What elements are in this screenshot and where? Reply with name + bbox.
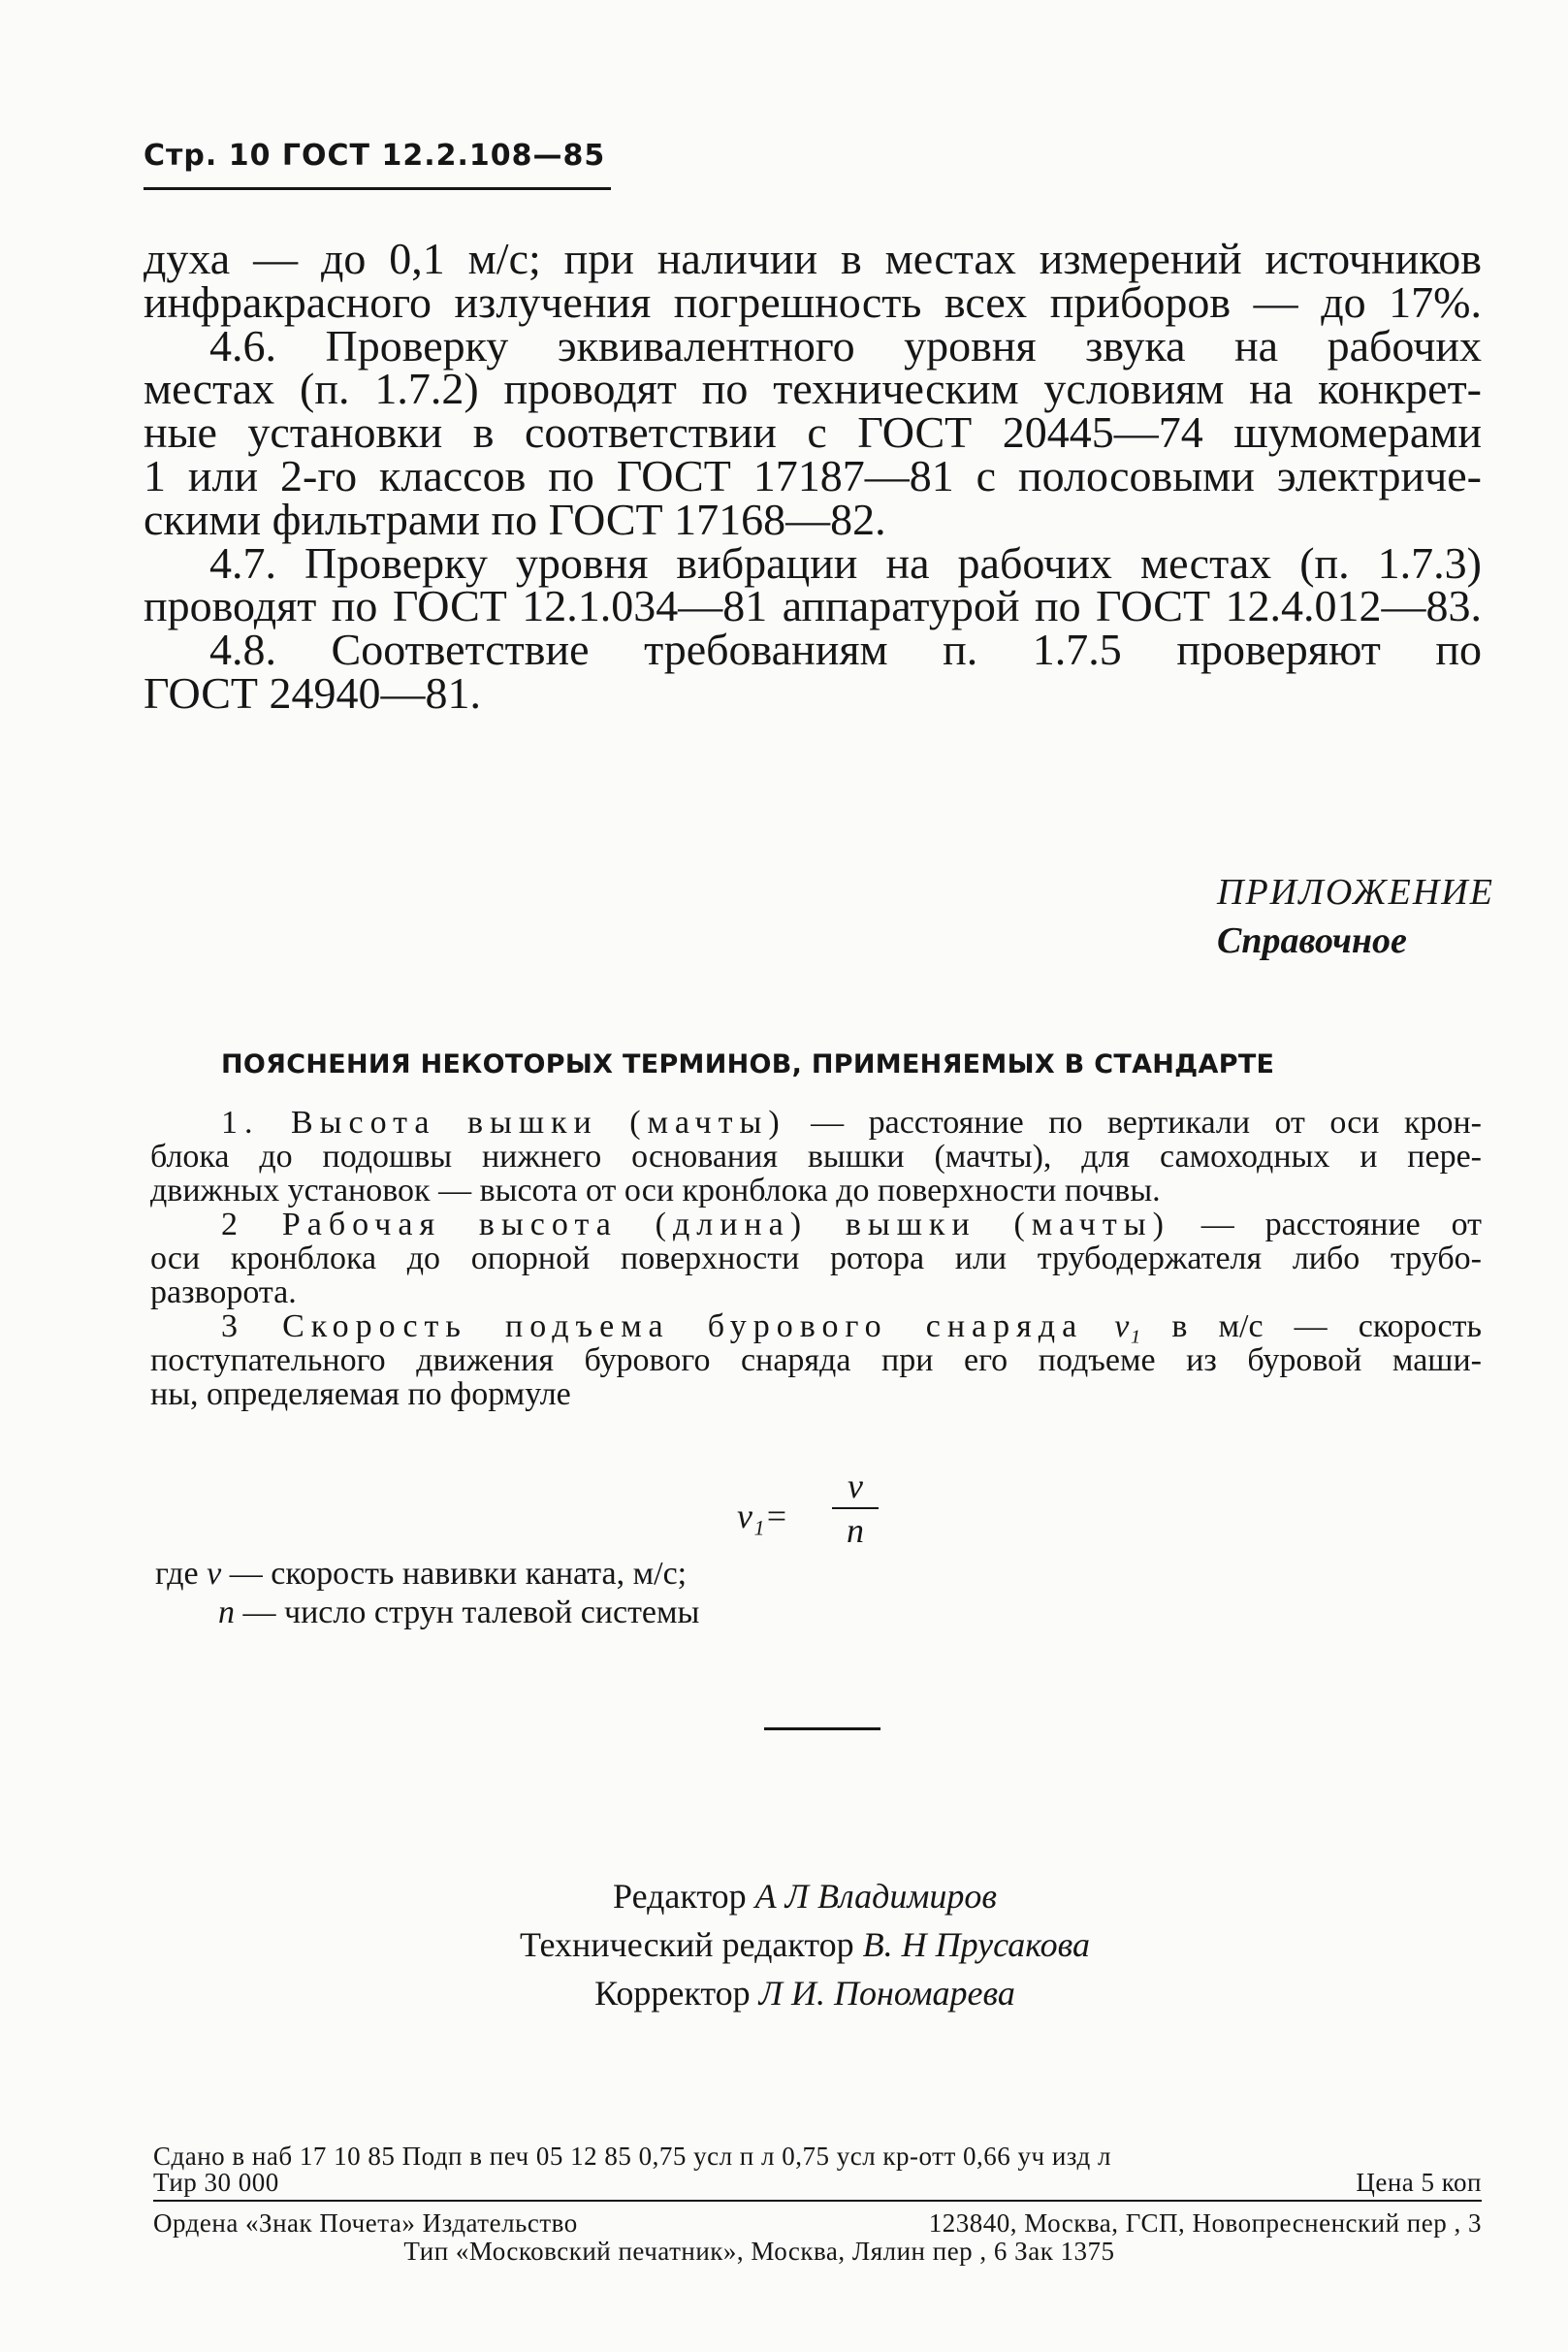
body-line: духа — до 0,1 м/с; при наличии в местах измерений источников: [144, 234, 1482, 283]
body-line: 4.8. Соответствие требованиям п. 1.7.5 проверяют по: [209, 625, 1482, 675]
imprint-line-1: Сдано в наб 17 10 85 Подп в печ 05 12 85 0,75 усл п л 0,75 усл кр-отт 0,66 уч изд л: [153, 2142, 1111, 2171]
term-1-line-2: блока до подошвы нижнего основания вышки (мачты), для самоходных и пере-: [150, 1139, 1482, 1175]
term-2-line-2: оси кронблока до опорной поверхности ротора или трубодержателя либо трубо-: [150, 1240, 1482, 1276]
credit-editor: Редактор А Л Владимиров: [613, 1877, 997, 1916]
imprint-line-2: Тир 30 000 Цена 5 коп: [153, 2168, 1482, 2197]
legend-row-2: n — число струн талевой системы: [218, 1595, 700, 1630]
body-line: проводят по ГОСТ 12.1.034—81 аппаратурой по ГОСТ 12.4.012—83.: [144, 581, 1482, 631]
appendix-label: [1217, 868, 1494, 965]
appendix-subtitle: Справочное: [1217, 920, 1407, 961]
terms-list: [150, 1106, 1482, 1411]
body-line: местах (п. 1.7.2) проводят по техническим условиям на конкрет-: [144, 364, 1482, 414]
publisher-line-2: Тип «Московский печатник», Москва, Лялин пер , 6 Зак 1375: [403, 2237, 1115, 2266]
term-1-line-1: 1. Высота вышки (мачты) — расстояние по вертикали от оси крон-: [221, 1105, 1482, 1141]
credit-proofreader: Корректор Л И. Пономарева: [594, 1974, 1015, 2013]
body-text: [144, 234, 1482, 718]
term-2-line-1: 2 Рабочая высота (длина) вышки (мачты) — расстояние от: [221, 1207, 1482, 1242]
term-3-line-1: 3 Скорость подъема бурового снаряда v₁ в м/с — скорость: [221, 1308, 1482, 1344]
credits: [441, 1872, 1168, 2017]
body-line: 4.6. Проверку эквивалентного уровня звука на рабочих: [209, 320, 1482, 371]
header-rule: [144, 187, 611, 190]
publisher-info: [153, 2209, 1482, 2266]
formula-legend: [155, 1555, 699, 1632]
formula-lhs: v₁=: [737, 1497, 788, 1535]
publisher-line-1: Ордена «Знак Почета» Издательство 123840, Москва, ГСП, Новопресненский пер , 3: [153, 2208, 1482, 2238]
section-title: ПОЯСНЕНИЯ НЕКОТОРЫХ ТЕРМИНОВ, ПРИМЕНЯЕМЫХ В СТАНДАРТЕ: [221, 1049, 1275, 1079]
term-1-line-3: движных установок — высота от оси кронблока до поверхности почвы.: [150, 1173, 1161, 1208]
formula-fraction: [832, 1466, 879, 1550]
imprint-rule: [153, 2200, 1482, 2202]
formula-denominator: n: [847, 1511, 864, 1550]
body-line: 4.7. Проверку уровня вибрации на рабочих местах (п. 1.7.3): [209, 537, 1482, 588]
term-3-line-2: поступательного движения бурового снаряда при его подъеме из буровой маши-: [150, 1342, 1482, 1378]
body-line: 1 или 2-го классов по ГОСТ 17187—81 с полосовыми электриче-: [144, 450, 1482, 500]
legend-row-1: где v — скорость навивки каната, м/с;: [155, 1556, 688, 1592]
body-line: ГОСТ 24940—81.: [144, 667, 482, 718]
term-2-line-3: разворота.: [150, 1274, 297, 1310]
section-divider: [764, 1727, 880, 1730]
appendix-title: ПРИЛОЖЕНИЕ: [1217, 872, 1494, 913]
body-line: инфракрасного излучения погрешность всех приборов — до 17%.: [144, 276, 1482, 327]
fraction-bar: [832, 1507, 879, 1509]
body-line: ные установки в соответствии с ГОСТ 20445—74 шумомерами: [144, 407, 1482, 458]
body-line: скими фильтрами по ГОСТ 17168—82.: [144, 494, 886, 544]
imprint: [153, 2143, 1482, 2196]
page-header: Стр. 10 ГОСТ 12.2.108—85: [144, 139, 606, 173]
term-3-line-3: ны, определяемая по формуле: [150, 1376, 571, 1412]
formula-numerator: v: [848, 1466, 863, 1505]
credit-tech-editor: Технический редактор В. Н Прусакова: [519, 1925, 1091, 1964]
